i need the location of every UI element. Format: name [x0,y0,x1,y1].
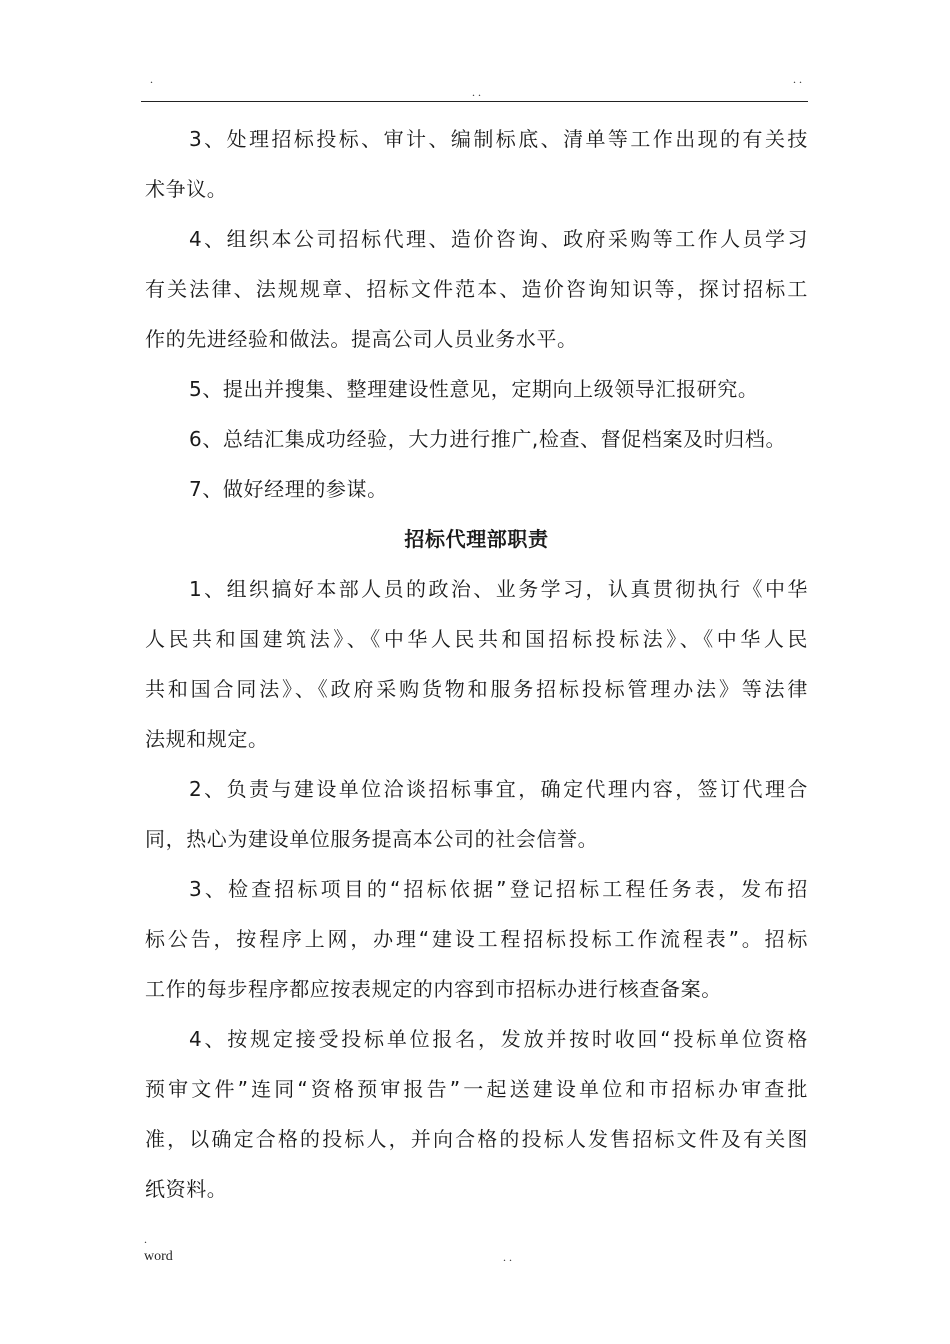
header-divider [141,101,808,102]
text-line: 5、提出并搜集、整理建设性意见，定期向上级领导汇报研究。 [189,377,759,401]
paragraph-s2-item4 [145,1014,808,1214]
text-line: 纸资料。 [145,1177,228,1201]
paragraph-s1-item7 [145,464,808,514]
text-line: 同，热心为建设单位服务提高本公司的社会信誉。 [145,827,599,851]
text-line: 法规和规定。 [145,727,269,751]
text-line: 2、负责与建设单位洽谈招标事宜，确定代理内容，签订代理合 [189,777,808,801]
text-line: 3、检查招标项目的“招标依据”登记招标工程任务表，发布招 [189,877,808,901]
section-heading: 招标代理部职责 [404,527,549,551]
text-line: 术争议。 [145,177,228,201]
text-line: 4、按规定接受投标单位报名，发放并按时收回“投标单位资格 [189,1027,808,1051]
text-line: 工作的每步程序都应按表规定的内容到市招标办进行核查备案。 [145,977,722,1001]
text-line: 7、做好经理的参谋。 [189,477,388,501]
text-line: 3、处理招标投标、审计、编制标底、清单等工作出现的有关技 [189,127,808,151]
paragraph-s2-item3 [145,864,808,1014]
text-line: 预审文件”连同“资格预审报告”一起送建设单位和市招标办审查批 [145,1077,808,1101]
text-line: 1、组织搞好本部人员的政治、业务学习，认真贯彻执行《中华 [189,577,808,601]
document-body [145,114,808,1214]
text-line: 6、总结汇集成功经验，大力进行推广,检查、督促档案及时归档。 [189,427,787,451]
footer-left-mark: . [144,1232,147,1246]
paragraph-s2-item2 [145,764,808,864]
header-right-mark: . . [793,72,802,86]
text-line: 有关法律、法规规章、招标文件范本、造价咨询知识等，探讨招标工 [145,277,808,301]
text-line: 共和国合同法》、《政府采购货物和服务招标投标管理办法》等法律 [145,677,808,701]
text-line: 人民共和国建筑法》、《中华人民共和国招标投标法》、《中华人民 [145,627,808,651]
text-line: 准，以确定合格的投标人，并向合格的投标人发售招标文件及有关图 [145,1127,808,1151]
text-line: 4、组织本公司招标代理、造价咨询、政府采购等工作人员学习 [189,227,808,251]
paragraph-s1-item5 [145,364,808,414]
footer-center-mark: . . [503,1250,512,1264]
header-center-mark: . . [472,85,481,99]
paragraph-s1-item6 [145,414,808,464]
footer-label: word [144,1249,173,1264]
paragraph-s2-item1 [145,564,808,764]
text-line: 标公告，按程序上网，办理“建设工程招标投标工作流程表”。招标 [145,927,808,951]
paragraph-s1-item4 [145,214,808,364]
paragraph-s1-item3 [145,114,808,214]
header-left-mark: . [150,72,153,86]
text-line: 作的先进经验和做法。提高公司人员业务水平。 [145,327,578,351]
